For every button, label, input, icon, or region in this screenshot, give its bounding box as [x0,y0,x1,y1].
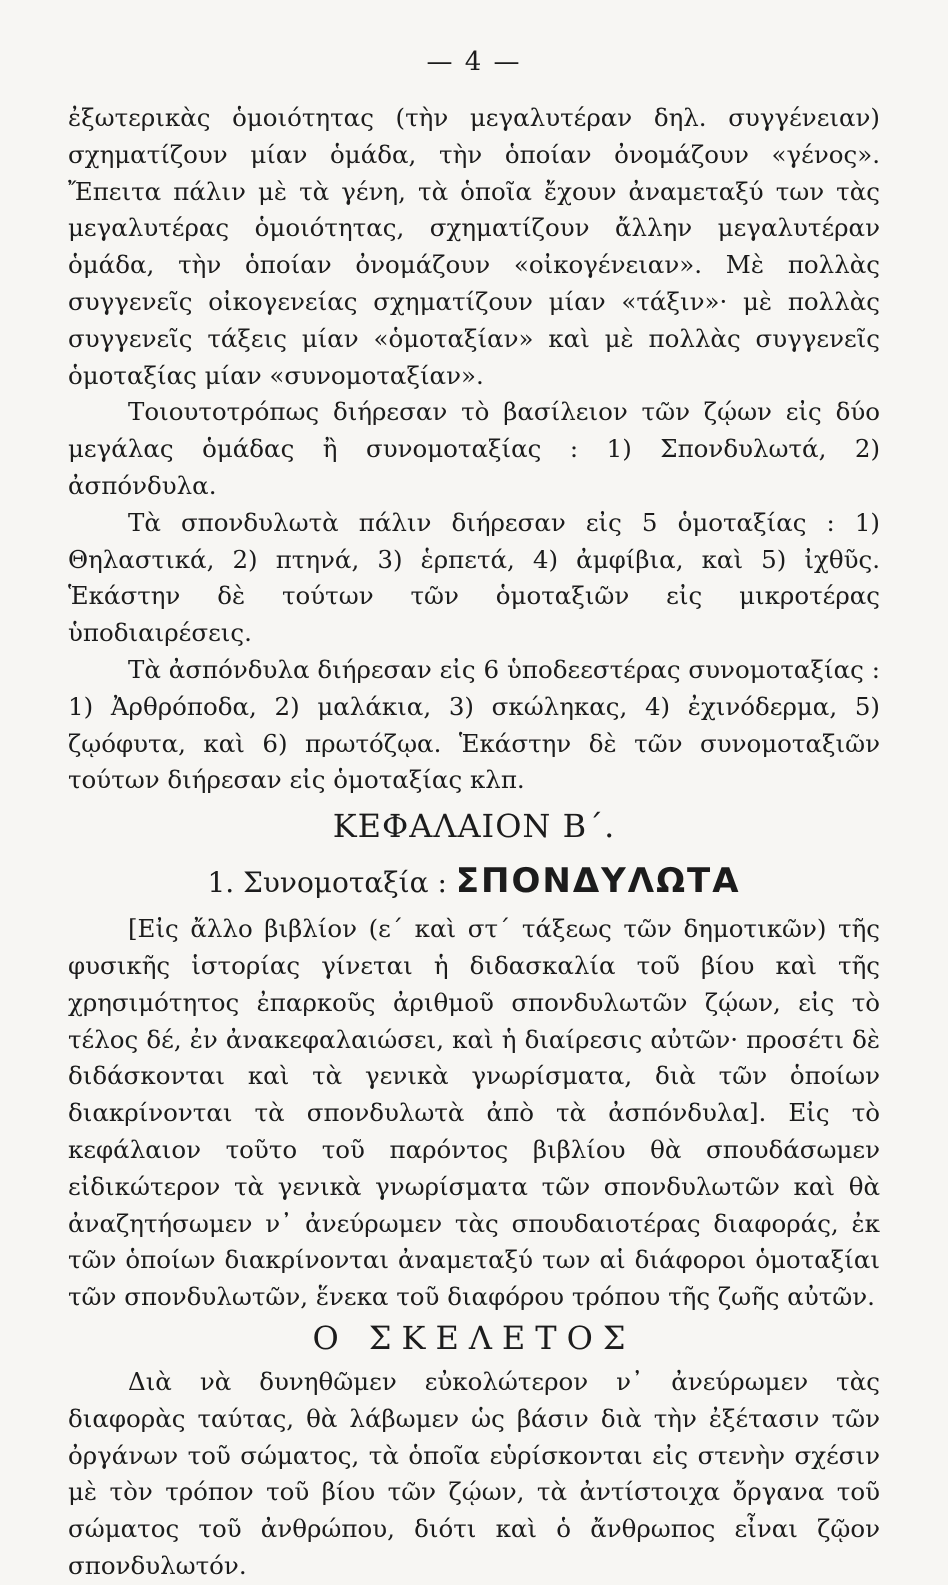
chapter-title: ΚΕΦΑΛΑΙΟΝ Β΄. [332,807,616,846]
skeleton-heading: Ο ΣΚΕΛΕΤΟΣ [312,1318,636,1357]
paragraph-classification-groups: ἐξωτερικὰς ὁμοιότητας (τὴν μεγαλυτέραν δηλ. συγγένειαν) σχηματίζουν μίαν ὁμάδα, τὴν ὁποίαν ὀνομάζουν «γένος». Ἔπειτα πάλιν μὲ τὰ γένη, τὰ ὁποῖα ἔχουν ἀναμεταξύ των τὰς μεγαλυτέρας ὁμοιότητας, σχηματίζουν ἄλλην μεγαλυτέραν ὁμάδα, τὴν ὁποίαν ὀνομάζουν «οἰκογένειαν». Μὲ πολλὰς συγγενεῖς οἰκογενείας σχηματίζουν μίαν «τάξιν»· μὲ πολλὰς συγγενεῖς τάξεις μίαν «ὁμοταξίαν» καὶ μὲ πολλὰς συγγενεῖς ὁμοταξίας μίαν «συνομοταξίαν». [68,103,880,390]
section-heading [68,859,880,905]
document-page [68,40,880,1580]
page-number: — 4 — [426,47,522,77]
paragraph-kingdom-division: Τοιουτοτρόπως διήρεσαν τὸ βασίλειον τῶν ζῴων εἰς δύο μεγάλας ὁμάδας ἢ συνομοταξίας : 1) Σπονδυλωτά, 2) ἀσπόνδυλα. [68,397,880,500]
paragraph-vertebrate-classes: Τὰ σπονδυλωτὰ πάλιν διήρεσαν εἰς 5 ὁμοταξίας : 1) Θηλαστικά, 2) πτηνά, 3) ἑρπετά, 4) ἀμφίβια, καὶ 5) ἰχθῦς. Ἑκάστην δὲ τούτων τῶν ὁμοταξιῶν εἰς μικροτέρας ὑποδιαιρέσεις. [68,507,880,648]
paragraph-vertebrates-intro: [Εἰς ἄλλο βιβλίον (ε΄ καὶ στ΄ τάξεως τῶν δημοτικῶν) τῆς φυσικῆς ἱστορίας γίνεται ἡ διδασκαλία τοῦ βίου καὶ τῆς χρησιμότητος ἐπαρκοῦς ἀριθμοῦ σπονδυλωτῶν ζῴων, εἰς τὸ τέλος δέ, ἐν ἀνακεφαλαιώσει, καὶ ἡ διαίρεσις αὐτῶν· προσέτι δὲ διδάσκονται καὶ τὰ γενικὰ γνωρίσματα, διὰ τῶν ὁποίων διακρίνονται τὰ σπονδυλωτὰ ἀπὸ τὰ ἀσπόνδυλα]. Εἰς τὸ κεφάλαιον τοῦτο τοῦ παρόντος βιβλίου θὰ σπουδάσωμεν εἰδικώτερον τὰ γενικὰ γνωρίσματα τῶν σπονδυλωτῶν καὶ θὰ ἀναζητήσωμεν ν᾽ ἀνεύρωμεν τὰς σπουδαιοτέρας διαφοράς, ἐκ τῶν ὁποίων διακρίνονται ἀναμεταξύ των αἱ διάφοροι ὁμοταξίαι τῶν σπονδυλωτῶν, ἕνεκα τοῦ διαφόρου τρόπου τῆς ζωῆς αὐτῶν. [68,914,880,1312]
section-heading-name: ΣΠΟΝΔΥΛΩΤΑ [455,861,741,902]
paragraph-invertebrate-phyla: Τὰ ἀσπόνδυλα διήρεσαν εἰς 6 ὑποδεεστέρας συνομοταξίας : 1) Ἀρθρόποδα, 2) μαλάκια, 3) σκώληκας, 4) ἐχινόδερμα, 5) ζῳόφυτα, καὶ 6) πρωτόζῳα. Ἑκάστην δὲ τῶν συνομοταξιῶν τούτων διήρεσαν εἰς ὁμοταξίας κλπ. [68,654,880,795]
paragraph-skeleton-intro: Διὰ νὰ δυνηθῶμεν εὐκολώτερον ν᾽ ἀνεύρωμεν τὰς διαφορὰς ταύτας, θὰ λάβωμεν ὡς βάσιν διὰ τὴν ἐξέτασιν τῶν ὀργάνων τοῦ σώματος, τὰ ὁποῖα εὑρίσκονται εἰς στενὴν σχέσιν μὲ τὸν τρόπον τοῦ βίου τῶν ζῴων, τὰ ἀντίστοιχα ὄργανα τοῦ σώματος τοῦ ἀνθρώπου, διότι καὶ ὁ ἄνθρωπος εἶναι ζῷον σπονδυλωτόν. [68,1366,880,1580]
section-heading-prefix: 1. Συνομοταξία : [207,866,447,900]
